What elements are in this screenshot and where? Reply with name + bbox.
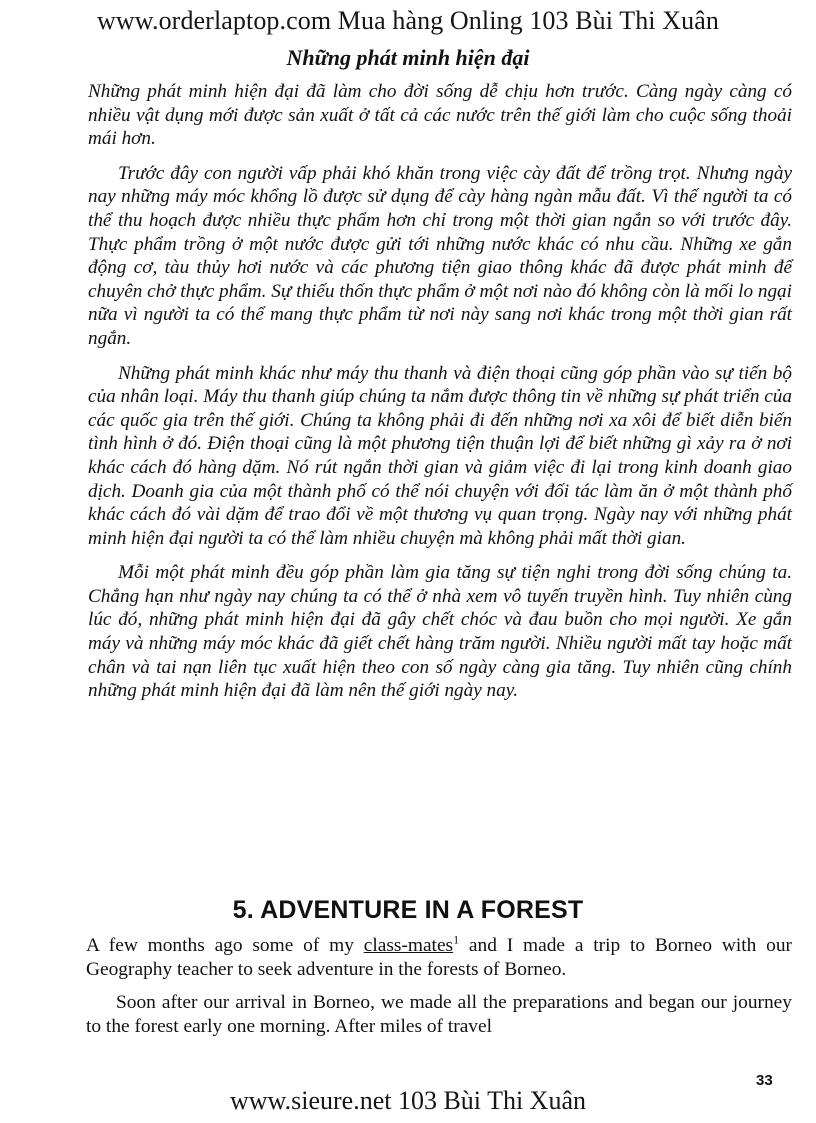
- bottom-watermark: www.sieure.net 103 Bùi Thi Xuân: [229, 1086, 586, 1115]
- english-paragraph: [86, 934, 792, 982]
- vietnamese-paragraph: Trước đây con người vấp phải khó khăn trong việc cày đất để trồng trọt. Nhưng ngày nay những máy móc khổng lồ được sử dụng để cày hàng ngàn mẫu đất. Vì thế người ta có thể thu hoạch được nhiều thực phẩm hơn chỉ trong một thời gian ngắn so với trước đây. Thực phẩm trồng ở một nước được gửi tới những nước khác có nhu cầu. Những xe gắn động cơ, tàu thủy hơi nước và các phương tiện giao thông khác đã được phát minh để chuyên chở thực phẩm. Sự thiếu thốn thực phẩm ở một nơi nào đó không còn là mối lo ngại nữa vì người ta có thể mang thực phẩm từ nơi này sang nơi khác trong một thời gian rất ngắn.: [88, 162, 792, 349]
- section-heading: 5. ADVENTURE IN A FOREST: [232, 896, 584, 924]
- paragraph-text: A few months ago some of my: [86, 935, 364, 956]
- vietnamese-title: Những phát minh hiện đại: [286, 45, 530, 70]
- paragraph-text: and I made a trip to Borneo with our Geography teacher to seek adventure in the forests of Borneo.: [86, 935, 792, 980]
- vietnamese-paragraph: Những phát minh hiện đại đã làm cho đời sống dễ chịu hơn trước. Càng ngày càng có nhiều vật dụng mới được sản xuất ở tất cả các nước trên thế giới làm cho cuộc sống thoải mái hơn.: [88, 81, 792, 150]
- vietnamese-paragraph: Mỗi một phát minh đều góp phần làm gia tăng sự tiện nghi trong đời sống chúng ta. Chẳng hạn như ngày nay chúng ta có thể ở nhà xem vô tuyến truyền hình. Tuy nhiên cùng lúc đó, những phát minh hiện đại đã gây chết chóc và đau buồn cho mọi người. Xe gắn máy và những máy móc khác đã giết chết hàng trăm người. Nhiều người mất tay hoặc mất chân và tai nạn liên tục xuất hiện theo con số ngày càng gia tăng. Tuy nhiên cũng chính những phát minh hiện đại đã làm nên thế giới ngày nay.: [88, 562, 792, 702]
- vietnamese-body: [88, 80, 792, 714]
- underlined-term: class-mates: [363, 935, 454, 956]
- vietnamese-paragraph: Những phát minh khác như máy thu thanh và điện thoại cũng góp phần vào sự tiến bộ của nhân loại. Máy thu thanh giúp chúng ta nắm được thông tin về những sự phát triển của các quốc gia trên thế giới. Chúng ta không phải đi đến những nơi xa xôi để biết diễn biến tình hình ở đó. Điện thoại cũng là một phương tiện thuận lợi để biết những gì xảy ra ở nơi khác cách đó hàng dặm. Nó rút ngắn thời gian và giảm việc đi lại trong kinh doanh giao dịch. Doanh gia của một thành phố có thể nói chuyện với đối tác làm ăn ở một thành phố khác cách đó vài dặm để trao đổi về một thương vụ quan trọng. Ngày nay với những phát minh hiện đại người ta có thể làm nhiều chuyện mà không phải mất thời gian.: [88, 362, 792, 549]
- footnote-marker: 1: [453, 932, 460, 947]
- english-body: [86, 934, 792, 1048]
- page-number: 33: [756, 1072, 773, 1089]
- top-watermark: www.orderlaptop.com Mua hàng Onling 103 Bùi Thi Xuân: [97, 6, 719, 35]
- english-paragraph: Soon after our arrival in Borneo, we made all the preparations and began our journey to the forest early one morning. After miles of travel: [86, 992, 792, 1037]
